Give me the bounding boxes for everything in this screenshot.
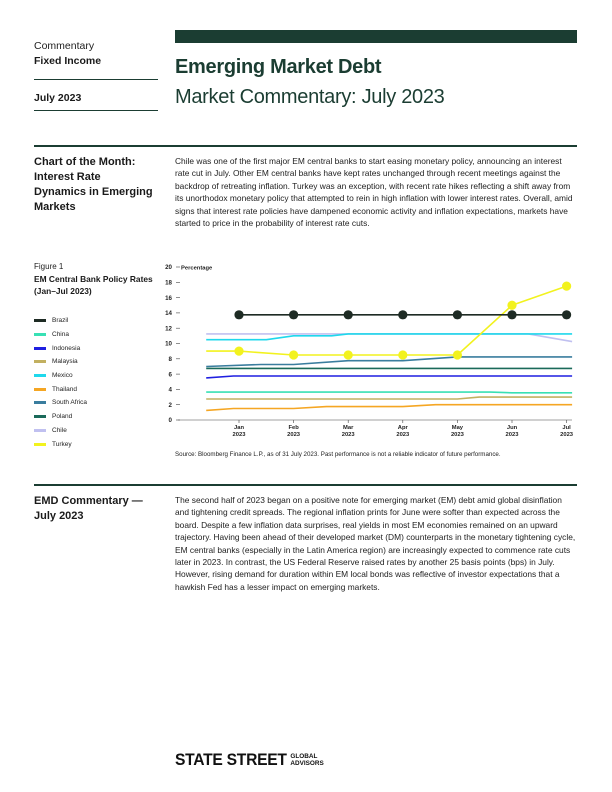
data-point-brazil <box>507 310 516 319</box>
page-title: Emerging Market Debt <box>175 56 382 78</box>
x-tick-label: Jan <box>234 425 244 431</box>
series-line-mexico <box>206 334 572 340</box>
legend-swatch <box>34 401 46 404</box>
data-point-brazil <box>234 310 243 319</box>
legend-label: Thailand <box>52 385 77 393</box>
policy-rates-chart <box>160 258 580 444</box>
legend-item <box>34 328 87 342</box>
x-tick-year-label: 2023 <box>341 432 355 438</box>
figure-title: EM Central Bank Policy Rates (Jan–Jul 2023) <box>34 274 153 296</box>
legend-item <box>34 369 87 383</box>
x-tick-label: Apr <box>397 425 408 431</box>
data-point-turkey <box>344 350 353 359</box>
y-tick-label: 14 <box>165 310 172 318</box>
category-label: Commentary <box>34 40 95 52</box>
legend-swatch <box>34 415 46 418</box>
x-tick-year-label: 2023 <box>396 432 410 438</box>
legend-swatch <box>34 374 46 377</box>
data-point-brazil <box>453 310 462 319</box>
chart-source: Source: Bloomberg Finance L.P., as of 31 July 2023. Past performance is not a reliable indicator of future performance. <box>175 451 501 458</box>
publication-date: July 2023 <box>34 92 82 104</box>
x-tick-label: May <box>451 425 464 431</box>
legend-item <box>34 341 87 355</box>
state-street-logo <box>175 750 324 770</box>
chart-section-heading: Chart of the Month: Interest Rate Dynamics in Emerging Markets <box>34 156 153 213</box>
series-line-thailand <box>206 405 572 411</box>
data-point-turkey <box>398 350 407 359</box>
legend-label: Malaysia <box>52 358 78 366</box>
chart-section-paragraph: Chile was one of the first major EM central banks to start easing monetary policy, announcing an interest rate cut in July. Other EM central banks have kept rates unchanged through recent meetings against the backdrop of retreating inflation. Turkey was an exception, with recent rate hikes reflecting a shift away from its unorthodox monetary policy that attempted to rein in high inflation with lower interest rates. Overall, amid signs that interest rate policies have dampened economic activity and inflation expectations, markets have started to price in the probability of interest rate cuts. <box>175 156 573 229</box>
data-point-brazil <box>344 310 353 319</box>
data-point-turkey <box>453 350 462 359</box>
data-point-turkey <box>507 301 516 310</box>
y-axis-label: Percentage <box>181 265 213 272</box>
x-tick-label: Mar <box>343 425 354 431</box>
legend-swatch <box>34 347 46 350</box>
logo-subtext-line1: GLOBAL <box>290 753 318 760</box>
logo-subtext <box>290 753 323 767</box>
divider <box>34 79 158 80</box>
legend-swatch <box>34 388 46 391</box>
legend-item <box>34 396 87 410</box>
legend-label: Turkey <box>52 440 72 448</box>
legend-item <box>34 355 87 369</box>
divider <box>34 110 158 111</box>
series-line-malaysia <box>206 397 572 399</box>
data-point-brazil <box>398 310 407 319</box>
legend-label: Mexico <box>52 372 73 380</box>
series-line-china <box>206 392 572 393</box>
legend-item <box>34 382 87 396</box>
series-line-turkey <box>206 286 566 355</box>
section-divider <box>34 484 577 486</box>
data-point-brazil <box>562 310 571 319</box>
x-tick-label: Jul <box>562 425 571 431</box>
x-tick-year-label: 2023 <box>560 432 574 438</box>
chart-legend <box>34 314 87 451</box>
legend-swatch <box>34 443 46 446</box>
y-tick-label: 16 <box>165 294 172 302</box>
x-tick-year-label: 2023 <box>505 432 519 438</box>
legend-item <box>34 410 87 424</box>
y-tick-label: 10 <box>165 340 172 348</box>
legend-swatch <box>34 360 46 363</box>
legend-swatch <box>34 429 46 432</box>
legend-swatch <box>34 319 46 322</box>
legend-label: South Africa <box>52 399 88 407</box>
emd-section-heading: EMD Commentary — July 2023 <box>34 495 143 522</box>
emd-section-paragraph: The second half of 2023 began on a positive note for emerging market (EM) debt amid global disinflation and tightening credit spreads. The regional inflation prints for June were softer than expected across the board. Despite a few inflation data surprises, real yields in most EM economies remained on an upward trajectory. Having been ahead of their developed market (DM) counterparts in the monetary tightening cycle, EM central banks (especially in the Latin America region) are increasingly expected to commence rate cuts later in 2023. In contrast, the US Federal Reserve raised rates by another 25 basis points (bps) in July. However, rising demand for duration within EM local bonds was reflective of investor expectations that a hawkish Fed has a lesser impact on emerging markets. <box>175 495 576 592</box>
x-tick-label: Feb <box>288 425 299 431</box>
legend-item <box>34 314 87 328</box>
page-subtitle: Market Commentary: July 2023 <box>175 86 445 108</box>
series-line-south-africa <box>206 357 572 367</box>
series-line-indonesia <box>206 376 572 378</box>
data-point-brazil <box>289 310 298 319</box>
y-tick-label: 18 <box>165 279 172 287</box>
data-point-turkey <box>289 350 298 359</box>
y-tick-label: 0 <box>168 417 172 425</box>
x-tick-year-label: 2023 <box>287 432 301 438</box>
header-bar <box>175 30 577 43</box>
y-tick-label: 20 <box>165 264 172 272</box>
logo-wordmark: STATE STREET <box>175 750 287 769</box>
x-tick-label: Jun <box>506 425 518 431</box>
y-tick-label: 6 <box>168 371 172 379</box>
x-tick-year-label: 2023 <box>450 432 464 438</box>
data-point-turkey <box>562 282 571 291</box>
data-point-turkey <box>234 347 243 356</box>
logo-subtext-line2: ADVISORS <box>290 760 324 767</box>
legend-label: China <box>52 331 69 339</box>
legend-label: Indonesia <box>52 344 81 352</box>
legend-label: Brazil <box>52 317 69 325</box>
y-tick-label: 2 <box>168 401 172 409</box>
legend-swatch <box>34 333 46 336</box>
legend-item <box>34 424 87 438</box>
section-divider <box>34 145 577 147</box>
figure-label: Figure 1 <box>34 262 64 271</box>
y-tick-label: 8 <box>168 356 172 363</box>
subcategory-label: Fixed Income <box>34 55 102 67</box>
x-tick-year-label: 2023 <box>232 432 246 438</box>
y-tick-label: 4 <box>168 386 172 394</box>
legend-label: Chile <box>52 426 67 434</box>
y-tick-label: 12 <box>165 325 172 333</box>
legend-label: Poland <box>52 413 73 421</box>
legend-item <box>34 437 87 451</box>
